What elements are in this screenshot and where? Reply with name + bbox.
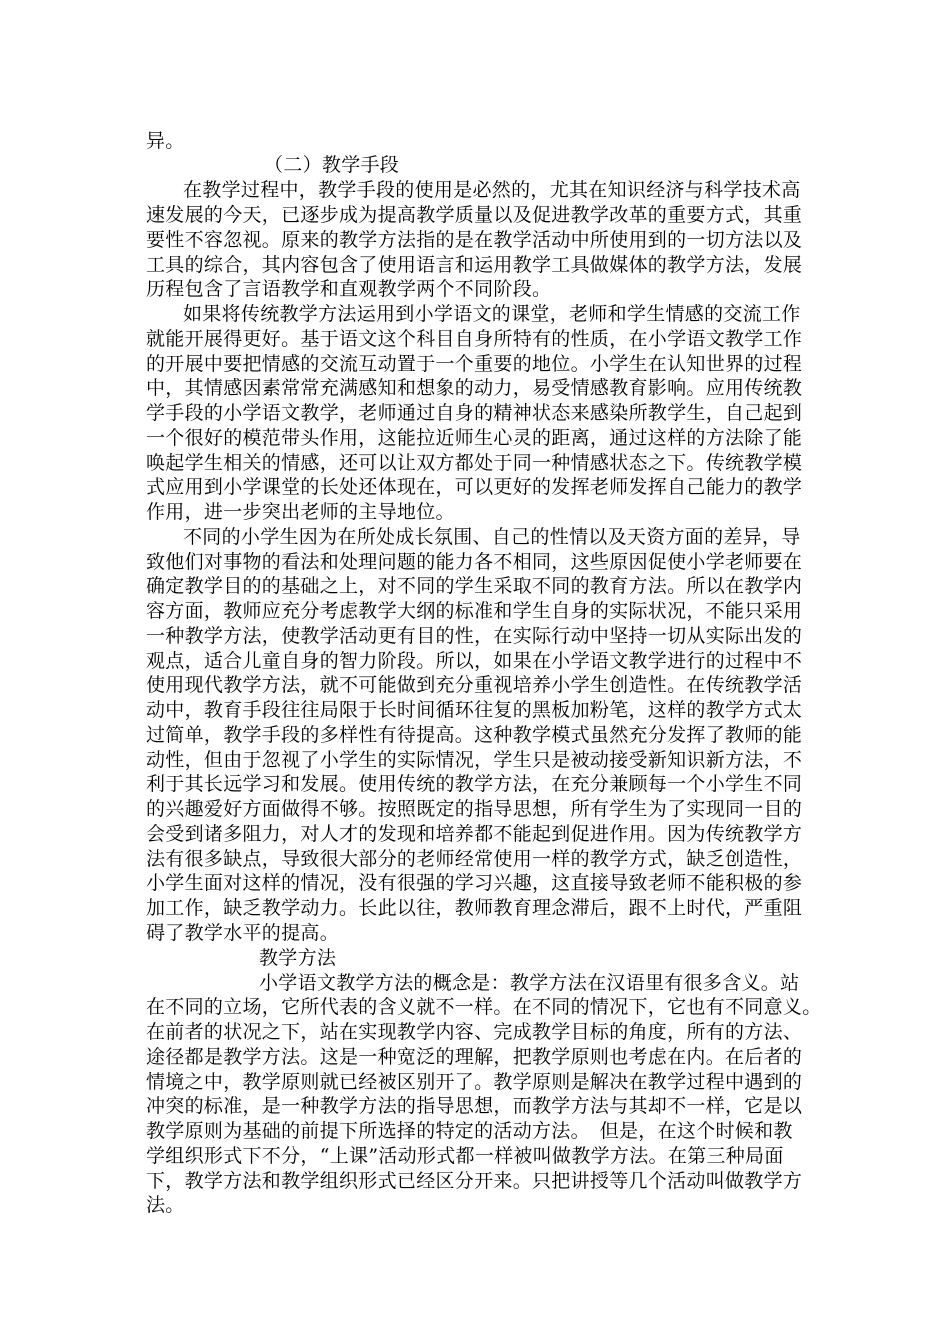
text-line: 使用现代教学方法，就不可能做到充分重视培养小学生创造性。在传统教学活	[146, 674, 803, 696]
text-line: 小学生面对这样的情况，没有很强的学习兴趣，这直接导致老师不能积极的参	[146, 872, 803, 894]
text-line: 一种教学方法，使教学活动更有目的性，在实际行动中坚持一切从实际出发的	[146, 625, 803, 647]
text-line: 法。	[146, 1194, 185, 1216]
text-line: 学手段的小学语文教学，老师通过自身的精神状态来感染所教学生，自己起到	[146, 402, 803, 424]
text-line: 小学语文教学方法的概念是：教学方法在汉语里有很多含义。站	[259, 972, 800, 994]
text-line: 法有很多缺点，导致很大部分的老师经常使用一样的教学方式，缺乏创造性，	[146, 848, 803, 870]
text-line: 唤起学生相关的情感，还可以让双方都处于同一种情感状态之下。传统教学模	[146, 452, 803, 474]
text-line: 要性不容忽视。原来的教学方法指的是在教学活动中所使用到的一切方法以及	[146, 229, 803, 251]
text-line: 在前者的状况之下，站在实现教学内容、完成教学目标的角度，所有的方法、	[146, 1021, 803, 1043]
text-line: 冲突的标准，是一种教学方法的指导思想，而教学方法与其却不一样，它是以	[146, 1095, 803, 1117]
text-line: 如果将传统教学方法运用到小学语文的课堂，老师和学生情感的交流工作	[183, 303, 801, 325]
text-line: 碍了教学水平的提高。	[146, 922, 340, 944]
section-heading: （二）教学手段	[264, 154, 400, 176]
text-line: 不同的小学生因为在所处成长氛围、自己的性情以及天资方面的差异，导	[183, 526, 801, 548]
text-line: 历程包含了言语教学和直观教学两个不同阶段。	[146, 278, 552, 300]
text-line: 工具的综合，其内容包含了使用语言和运用教学工具做媒体的教学方法，发展	[146, 254, 803, 276]
text-line: 的兴趣爱好方面做得不够。按照既定的指导思想，所有学生为了实现同一目的	[146, 798, 803, 820]
text-line: 中，其情感因素常常充满感知和想象的动力，易受情感教育影响。应用传统教	[146, 377, 803, 399]
text-line: 学组织形式下不分，“上课”活动形式都一样被叫做教学方法。在第三种局面	[146, 1145, 784, 1167]
text-line: 观点，适合儿童自身的智力阶段。所以，如果在小学语文教学进行的过程中不	[146, 650, 803, 672]
text-line: 情境之中，教学原则就已经被区别开了。教学原则是解决在教学过程中遇到的	[146, 1071, 803, 1093]
text-line: 下，教学方法和教学组织形式已经区分开来。只把讲授等几个活动叫做教学方	[146, 1170, 803, 1192]
text-line: 在不同的立场，它所代表的含义就不一样。在不同的情况下，它也有不同意义。	[146, 996, 822, 1018]
text-line: 作用，进一步突出老师的主导地位。	[146, 501, 455, 523]
text-line: 速发展的今天，已逐步成为提高教学质量以及促进教学改革的重要方式，其重	[146, 204, 803, 226]
text-line: 动中，教育手段往往局限于长时间循环往复的黑板加粉笔，这样的教学方式太	[146, 699, 803, 721]
text-line: 途径都是教学方法。这是一种宽泛的理解，把教学原则也考虑在内。在后者的	[146, 1046, 803, 1068]
text-line: 在教学过程中，教学手段的使用是必然的，尤其在知识经济与科学技术高	[183, 179, 801, 201]
text-line: 容方面，教师应充分考虑教学大纲的标准和学生自身的实际状况，不能只采用	[146, 600, 803, 622]
text-line: 致他们对事物的看法和处理问题的能力各不相同，这些原因促使小学老师要在	[146, 551, 803, 573]
text-line: 过简单，教学手段的多样性有待提高。这种教学模式虽然充分发挥了教师的能	[146, 724, 803, 746]
text-line: 异。	[146, 130, 185, 152]
text-line: 动性，但由于忽视了小学生的实际情况，学生只是被动接受新知识新方法，不	[146, 749, 803, 771]
text-line: 确定教学目的的基础之上，对不同的学生采取不同的教育方法。所以在教学内	[146, 575, 803, 597]
text-line: 就能开展得更好。基于语文这个科目自身所特有的性质，在小学语文教学工作	[146, 328, 803, 350]
text-line: 式应用到小学课堂的长处还体现在，可以更好的发挥老师发挥自己能力的教学	[146, 476, 803, 498]
text-line: 会受到诸多阻力，对人才的发现和培养都不能起到促进作用。因为传统教学方	[146, 823, 803, 845]
section-heading: 教学方法	[259, 947, 337, 969]
text-line: 的开展中要把情感的交流互动置于一个重要的地位。小学生在认知世界的过程	[146, 353, 803, 375]
text-line: 教学原则为基础的前提下所选择的特定的活动方法。 但是，在这个时候和教	[146, 1120, 793, 1142]
text-line: 一个很好的模范带头作用，这能拉近师生心灵的距离，通过这样的方法除了能	[146, 427, 803, 449]
text-line: 利于其长远学习和发展。使用传统的教学方法，在充分兼顾每一个小学生不同	[146, 773, 803, 795]
text-line: 加工作，缺乏教学动力。长此以往，教师教育理念滞后，跟不上时代，严重阻	[146, 897, 803, 919]
